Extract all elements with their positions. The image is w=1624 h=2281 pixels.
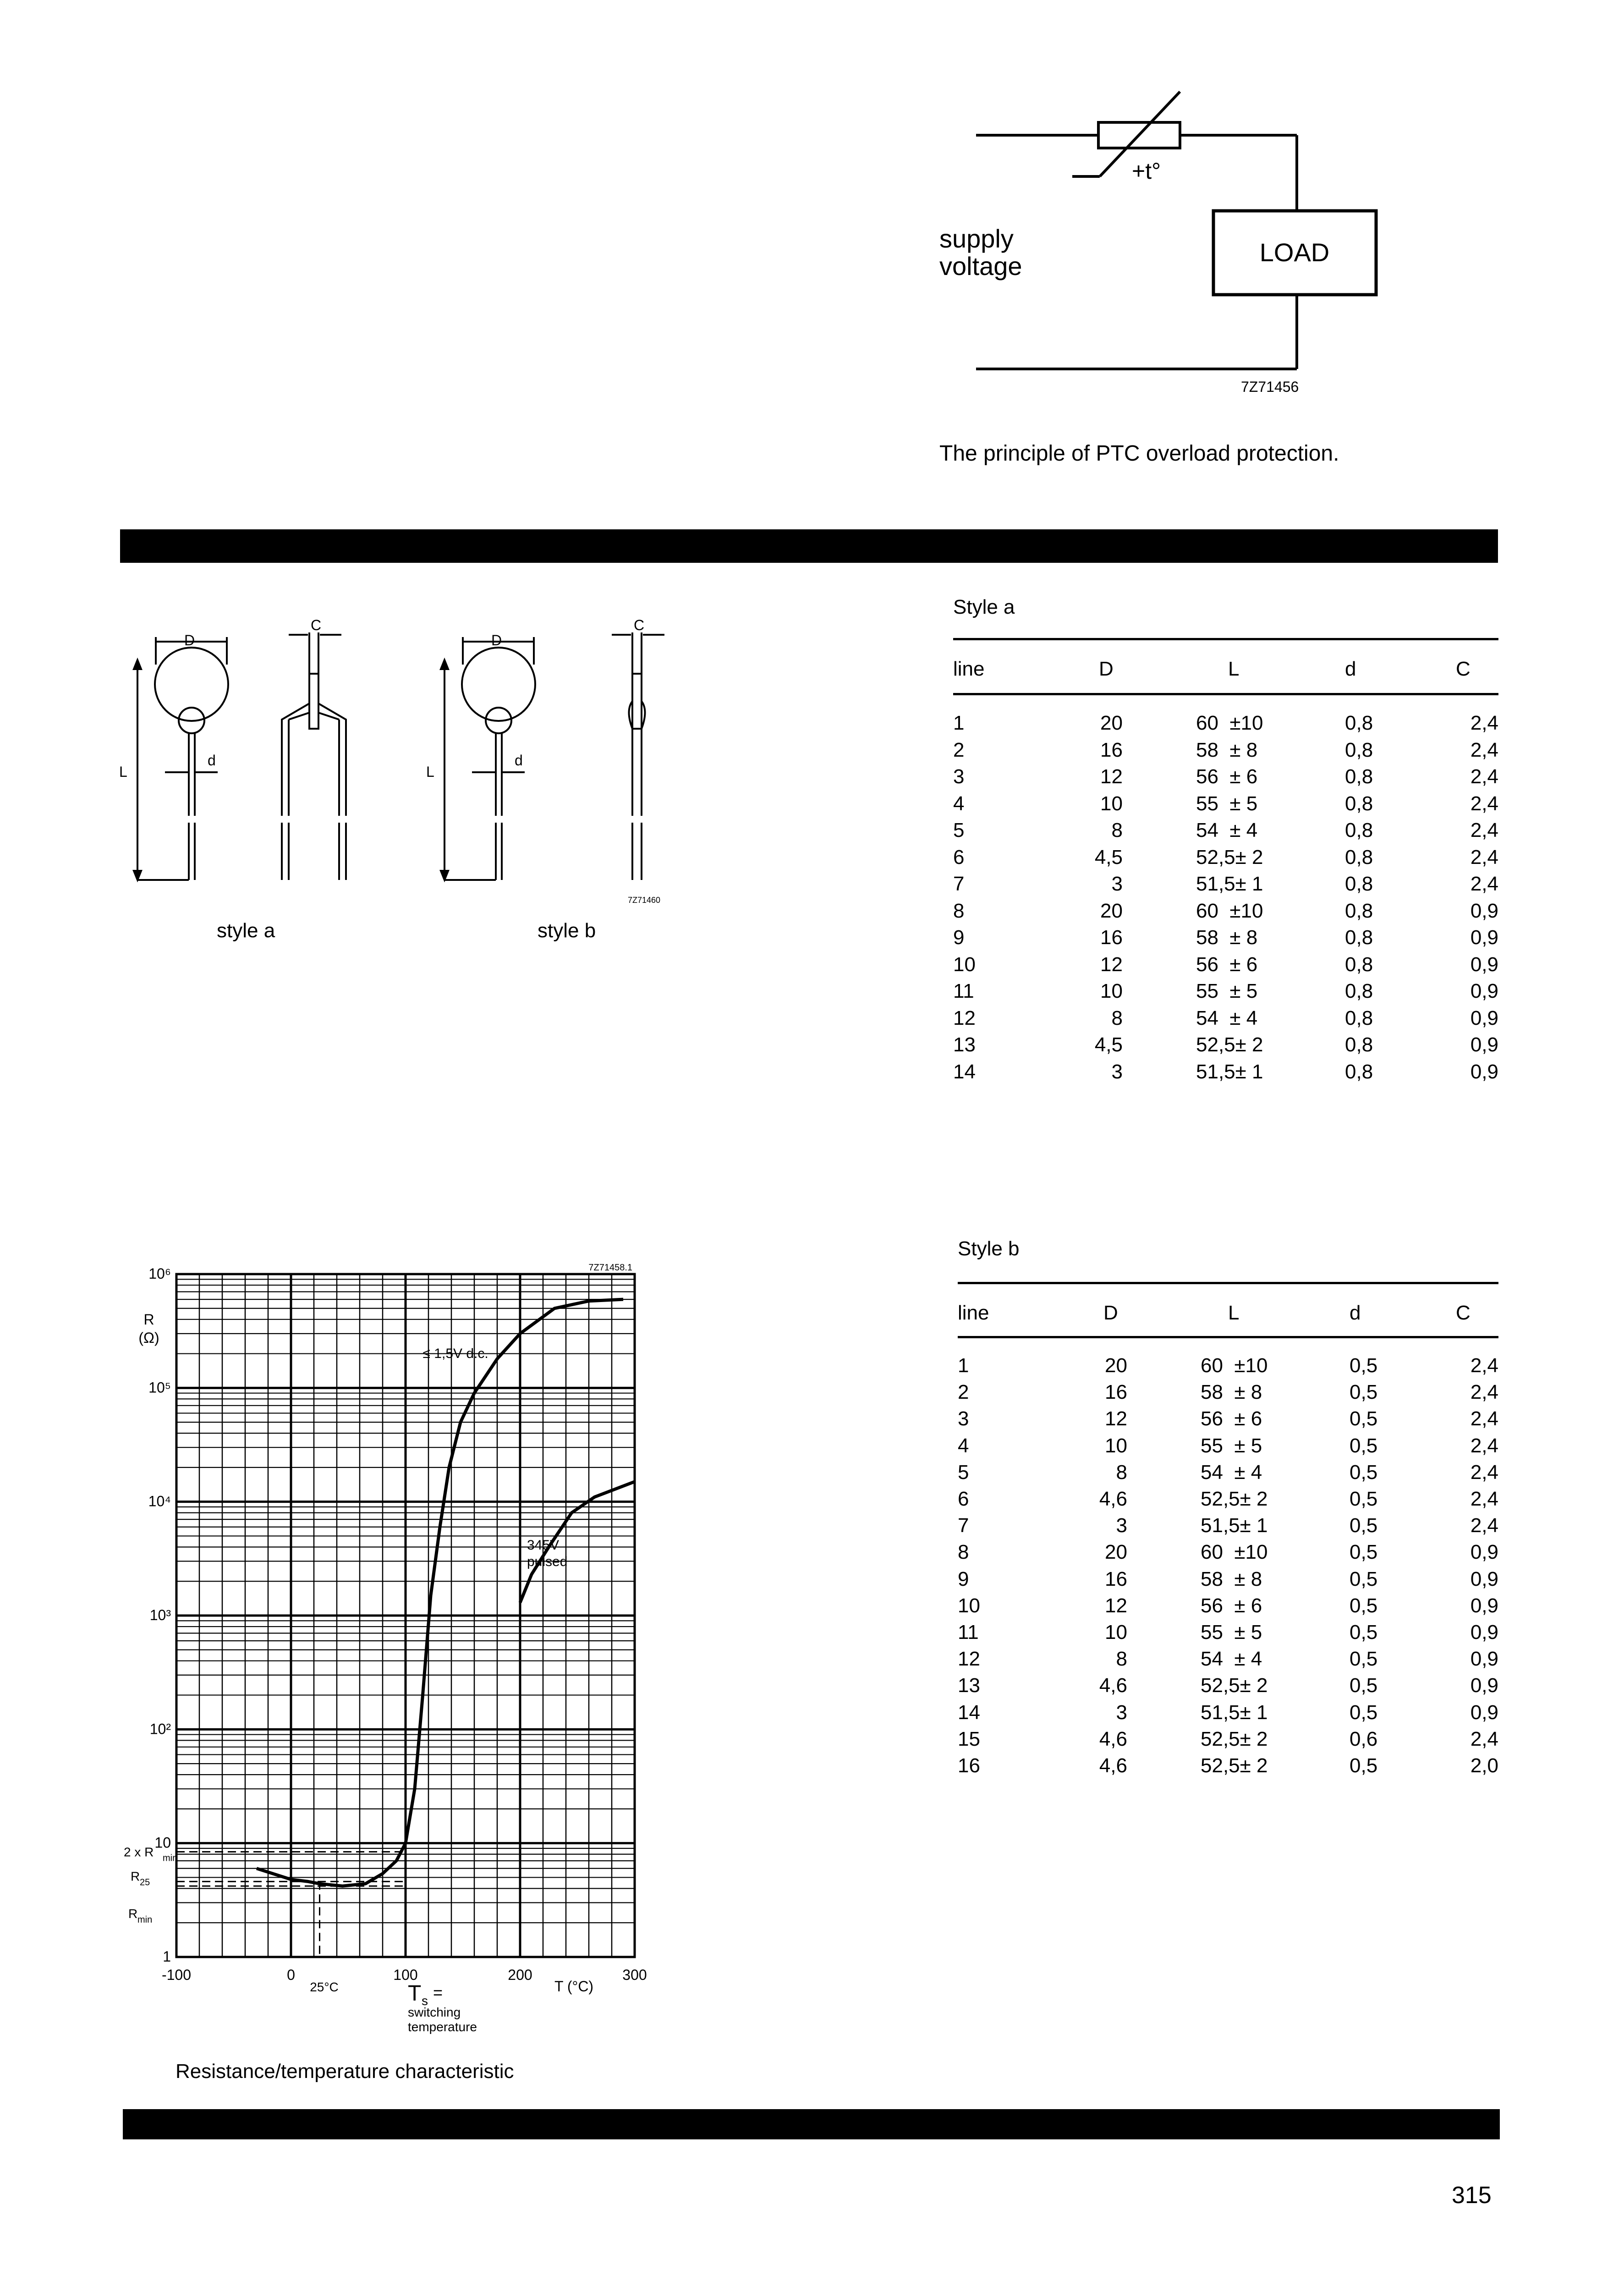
voltage-label: voltage: [939, 252, 1022, 280]
table-cell: 52,5± 2: [1201, 1488, 1268, 1510]
table-row: [953, 739, 1498, 766]
table-cell: 10: [1100, 792, 1123, 815]
table-cell: 7: [958, 1514, 969, 1537]
table-cell: 55 ± 5: [1196, 792, 1258, 815]
table-cell: 16: [958, 1754, 980, 1777]
y-tick-label: 10²: [149, 1720, 171, 1737]
label-d-a: d: [208, 752, 216, 769]
table-cell: 12: [1100, 953, 1123, 976]
table-cell: 5: [958, 1461, 969, 1484]
table-row: [958, 1541, 1498, 1567]
table-row: [953, 980, 1498, 1007]
table-cell: 0,9: [1470, 1701, 1498, 1724]
table-row: [953, 1007, 1498, 1034]
label-C-b: C: [634, 617, 645, 633]
table-cell: 4: [953, 792, 965, 815]
style-b-table-body: [958, 1354, 1498, 1794]
table-cell: 2: [953, 738, 965, 761]
style-b-header-row: [958, 1302, 1498, 1329]
chart-code: 7Z71458.1: [588, 1263, 632, 1273]
x-tick-label: 300: [622, 1967, 647, 1983]
table-row: [953, 1033, 1498, 1061]
table-cell: 0,8: [1345, 926, 1373, 949]
table-cell: 51,5± 1: [1196, 873, 1263, 895]
table-row: [958, 1514, 1498, 1541]
table-cell: 0,5: [1350, 1407, 1378, 1430]
table-cell: 12: [1100, 765, 1123, 788]
table-cell: 8: [958, 1541, 969, 1564]
table-cell: 12: [1105, 1407, 1127, 1430]
table-cell: 12: [1105, 1594, 1127, 1617]
table-row: [958, 1701, 1498, 1728]
table-cell: 0,6: [1350, 1727, 1378, 1750]
table-cell: 3: [1111, 1060, 1123, 1083]
style-b-rule-header: [958, 1336, 1498, 1338]
x-tick-label: 100: [393, 1967, 418, 1983]
table-cell: 60 ±10: [1201, 1541, 1268, 1564]
table-cell: 2,4: [1470, 873, 1498, 895]
table-cell: 4,5: [1094, 1033, 1123, 1056]
table-cell: 0,9: [1470, 980, 1498, 1002]
table-cell: 52,5± 2: [1201, 1727, 1268, 1750]
table-cell: 12: [953, 1006, 976, 1029]
table-cell: 0,9: [1470, 1060, 1498, 1083]
table-cell: 0,5: [1350, 1594, 1378, 1617]
table-cell: 3: [953, 765, 965, 788]
label-C-a: C: [311, 617, 322, 633]
label-L-a: L: [119, 764, 127, 780]
outline-code: 7Z71460: [628, 896, 661, 905]
table-cell: 0,8: [1345, 899, 1373, 922]
table-row: [958, 1621, 1498, 1648]
style-b-table-title: Style b: [958, 1237, 1020, 1260]
circuit-caption: The principle of PTC overload protection.: [939, 441, 1339, 466]
table-cell: 4,5: [1094, 846, 1123, 868]
outline-drawings: [110, 614, 687, 953]
header-d: d: [1345, 658, 1356, 680]
table-row: [953, 953, 1498, 980]
table-cell: 0,9: [1470, 953, 1498, 976]
label-2rmin-sub: min: [163, 1853, 178, 1863]
table-cell: 0,5: [1350, 1648, 1378, 1671]
table-cell: 20: [1105, 1541, 1127, 1564]
table-cell: 0,8: [1345, 765, 1373, 788]
table-cell: 0,5: [1350, 1701, 1378, 1724]
table-cell: 0,9: [1470, 1567, 1498, 1590]
label-r25-sub: 25: [140, 1877, 150, 1888]
table-row: [958, 1488, 1498, 1514]
table-cell: 14: [958, 1701, 980, 1724]
curve1-label: ≤ 1,5V d.c.: [422, 1346, 488, 1362]
table-cell: 11: [958, 1621, 979, 1643]
label-25c: 25°C: [310, 1980, 339, 1994]
y-tick-label: 10³: [149, 1607, 171, 1623]
table-cell: 2,4: [1470, 846, 1498, 868]
label-ts-sub: s: [422, 1994, 428, 2008]
table-cell: 4,6: [1099, 1488, 1127, 1510]
table-cell: 16: [1105, 1381, 1127, 1404]
table-cell: 13: [958, 1674, 980, 1697]
table-cell: 16: [1100, 926, 1123, 949]
table-cell: 0,5: [1350, 1461, 1378, 1484]
header-d: d: [1350, 1302, 1361, 1324]
temp-label: +t°: [1132, 158, 1161, 184]
table-cell: 58 ± 8: [1201, 1567, 1262, 1590]
table-cell: 2,4: [1470, 1488, 1498, 1510]
table-cell: 7: [953, 873, 965, 895]
style-a-rule-header: [953, 693, 1498, 695]
table-cell: 8: [1116, 1648, 1127, 1671]
table-cell: 0,9: [1470, 1006, 1498, 1029]
table-row: [958, 1461, 1498, 1488]
x-tick-label: 200: [508, 1967, 532, 1983]
table-cell: 9: [953, 926, 965, 949]
ptc-circuit-diagram: [939, 87, 1421, 399]
table-row: [953, 900, 1498, 927]
table-cell: 2,4: [1470, 1461, 1498, 1484]
table-cell: 0,5: [1350, 1381, 1378, 1404]
table-cell: 10: [1105, 1434, 1127, 1457]
table-cell: 3: [1111, 873, 1123, 895]
style-b-rule-top: [958, 1282, 1498, 1284]
table-cell: 0,5: [1350, 1754, 1378, 1777]
y-tick-label: 10⁶: [148, 1265, 171, 1282]
table-row: [958, 1568, 1498, 1594]
label-L-b: L: [426, 764, 434, 780]
table-cell: 20: [1100, 899, 1123, 922]
table-cell: 2,4: [1470, 1381, 1498, 1404]
label-D-b: D: [491, 632, 502, 649]
table-row: [958, 1381, 1498, 1407]
top-divider-bar: [120, 529, 1498, 563]
table-cell: 0,9: [1470, 1674, 1498, 1697]
y-tick-label: 10⁴: [148, 1493, 171, 1510]
table-cell: 58 ± 8: [1196, 738, 1258, 761]
x-tick-label: -100: [161, 1967, 192, 1983]
bottom-divider-bar: [123, 2109, 1500, 2139]
y-tick-label: 10⁵: [148, 1379, 171, 1396]
table-cell: 20: [1100, 712, 1123, 734]
table-cell: 13: [953, 1033, 976, 1056]
table-cell: 52,5± 2: [1196, 1033, 1263, 1056]
table-cell: 0,8: [1345, 1006, 1373, 1029]
style-a-header-row: [953, 658, 1498, 685]
x-unit-label: T (°C): [554, 1978, 594, 1995]
table-cell: 54 ± 4: [1201, 1461, 1262, 1484]
label-d-b: d: [515, 752, 523, 769]
table-cell: 52,5± 2: [1201, 1754, 1268, 1777]
table-row: [953, 712, 1498, 739]
table-cell: 51,5± 1: [1201, 1514, 1268, 1537]
table-row: [953, 1061, 1498, 1088]
y-unit-label-ohm: (Ω): [138, 1330, 159, 1346]
table-cell: 2,4: [1470, 1434, 1498, 1457]
table-cell: 2,4: [1470, 1727, 1498, 1750]
table-cell: 6: [953, 846, 965, 868]
table-cell: 0,9: [1470, 1594, 1498, 1617]
table-cell: 3: [1116, 1514, 1127, 1537]
y-unit-label: R: [143, 1311, 154, 1328]
curve2-label: 345V: [527, 1538, 560, 1553]
table-cell: 16: [1100, 738, 1123, 761]
curve2-label-2: pulsed: [527, 1554, 568, 1570]
table-cell: 8: [953, 899, 965, 922]
table-cell: 56 ± 6: [1196, 765, 1258, 788]
circuit-code: 7Z71456: [1241, 379, 1299, 395]
table-cell: 4: [958, 1434, 969, 1457]
table-row: [953, 846, 1498, 873]
table-cell: 10: [958, 1594, 980, 1617]
header-L: L: [1228, 658, 1240, 680]
table-cell: 2: [958, 1381, 969, 1404]
table-cell: 10: [953, 953, 976, 976]
table-cell: 56 ± 6: [1201, 1407, 1262, 1430]
table-cell: 55 ± 5: [1201, 1621, 1262, 1643]
table-cell: 0,9: [1470, 1541, 1498, 1564]
table-cell: 2,0: [1470, 1754, 1498, 1777]
label-2rmin: 2 x R: [124, 1845, 154, 1859]
style-a-table-body: [953, 712, 1498, 1092]
table-cell: 0,8: [1345, 738, 1373, 761]
label-ts: T: [408, 1981, 422, 2006]
table-row: [958, 1594, 1498, 1621]
table-cell: 2,4: [1470, 765, 1498, 788]
table-row: [953, 926, 1498, 953]
table-cell: 0,8: [1345, 846, 1373, 868]
table-cell: 15: [958, 1727, 980, 1750]
table-cell: 9: [958, 1567, 969, 1590]
table-cell: 0,8: [1345, 873, 1373, 895]
header-D: D: [1099, 658, 1114, 680]
y-tick-label: 10: [154, 1834, 171, 1851]
table-row: [953, 765, 1498, 792]
table-cell: 52,5± 2: [1196, 846, 1263, 868]
table-cell: 1: [953, 712, 965, 734]
table-cell: 2,4: [1470, 819, 1498, 841]
table-cell: 16: [1105, 1567, 1127, 1590]
table-cell: 58 ± 8: [1196, 926, 1258, 949]
table-cell: 2,4: [1470, 1514, 1498, 1537]
table-cell: 0,8: [1345, 1033, 1373, 1056]
table-row: [958, 1435, 1498, 1461]
table-cell: 55 ± 5: [1196, 980, 1258, 1002]
table-cell: 56 ± 6: [1196, 953, 1258, 976]
table-cell: 4,6: [1099, 1727, 1127, 1750]
table-cell: 60 ±10: [1196, 712, 1263, 734]
table-cell: 0,8: [1345, 1060, 1373, 1083]
table-cell: 3: [958, 1407, 969, 1430]
page-number: 315: [1452, 2182, 1492, 2209]
table-cell: 11: [953, 980, 974, 1002]
table-cell: 58 ± 8: [1201, 1381, 1262, 1404]
table-cell: 8: [1116, 1461, 1127, 1484]
style-a-label: style a: [217, 919, 275, 942]
table-cell: 0,5: [1350, 1621, 1378, 1643]
table-cell: 0,5: [1350, 1674, 1378, 1697]
table-cell: 0,9: [1470, 1648, 1498, 1671]
table-cell: 8: [1111, 1006, 1123, 1029]
table-cell: 0,8: [1345, 712, 1373, 734]
table-cell: 2,4: [1470, 1354, 1498, 1377]
table-cell: 0,8: [1345, 819, 1373, 841]
table-cell: 51,5± 1: [1201, 1701, 1268, 1724]
supply-label: supply: [939, 224, 1014, 253]
style-a-rule-top: [953, 638, 1498, 640]
table-cell: 4,6: [1099, 1754, 1127, 1777]
header-D: D: [1103, 1302, 1118, 1324]
header-C: C: [1456, 1302, 1470, 1324]
table-cell: 14: [953, 1060, 976, 1083]
table-row: [953, 873, 1498, 900]
table-cell: 2,4: [1470, 1407, 1498, 1430]
table-cell: 0,9: [1470, 899, 1498, 922]
table-row: [958, 1728, 1498, 1754]
table-cell: 0,8: [1345, 953, 1373, 976]
table-cell: 60 ±10: [1201, 1354, 1268, 1377]
table-cell: 10: [1105, 1621, 1127, 1643]
table-row: [953, 819, 1498, 846]
table-cell: 20: [1105, 1354, 1127, 1377]
table-cell: 5: [953, 819, 965, 841]
label-r25: R: [131, 1869, 140, 1884]
table-cell: 51,5± 1: [1196, 1060, 1263, 1083]
table-row: [953, 792, 1498, 819]
table-row: [958, 1674, 1498, 1701]
table-cell: 56 ± 6: [1201, 1594, 1262, 1617]
label-temperature: temperature: [408, 2020, 477, 2034]
table-cell: 0,5: [1350, 1514, 1378, 1537]
table-cell: 12: [958, 1648, 980, 1671]
header-L: L: [1228, 1302, 1240, 1324]
table-cell: 54 ± 4: [1196, 1006, 1258, 1029]
table-row: [958, 1407, 1498, 1434]
table-cell: 2,4: [1470, 712, 1498, 734]
table-cell: 8: [1111, 819, 1123, 841]
table-cell: 3: [1116, 1701, 1127, 1724]
table-cell: 10: [1100, 980, 1123, 1002]
y-tick-label: 1: [163, 1948, 171, 1965]
table-cell: 54 ± 4: [1196, 819, 1258, 841]
label-D-a: D: [184, 632, 195, 649]
table-cell: 0,5: [1350, 1354, 1378, 1377]
label-rmin: R: [128, 1907, 138, 1921]
table-cell: 52,5± 2: [1201, 1674, 1268, 1697]
x-tick-label: 0: [287, 1967, 295, 1983]
label-switching: switching: [408, 2005, 461, 2019]
style-a-table-title: Style a: [953, 596, 1015, 618]
table-cell: 0,9: [1470, 926, 1498, 949]
label-rmin-sub: min: [137, 1915, 153, 1925]
table-cell: 60 ±10: [1196, 899, 1263, 922]
table-row: [958, 1648, 1498, 1674]
table-cell: 4,6: [1099, 1674, 1127, 1697]
table-cell: 0,8: [1345, 980, 1373, 1002]
table-cell: 0,8: [1345, 792, 1373, 815]
table-cell: 0,9: [1470, 1621, 1498, 1643]
header-line: line: [953, 658, 985, 680]
style-b-label: style b: [538, 919, 596, 942]
header-line: line: [958, 1302, 989, 1324]
table-row: [958, 1354, 1498, 1381]
load-label: LOAD: [1259, 238, 1330, 267]
table-row: [958, 1754, 1498, 1781]
table-cell: 1: [958, 1354, 969, 1377]
resistance-temperature-chart: [110, 1256, 678, 2044]
table-cell: 0,5: [1350, 1488, 1378, 1510]
table-cell: 54 ± 4: [1201, 1648, 1262, 1671]
chart-caption: Resistance/temperature characteristic: [176, 2060, 514, 2083]
table-cell: 0,9: [1470, 1033, 1498, 1056]
table-cell: 0,5: [1350, 1434, 1378, 1457]
table-cell: 2,4: [1470, 792, 1498, 815]
table-cell: 55 ± 5: [1201, 1434, 1262, 1457]
label-ts-eq: =: [433, 1983, 443, 2002]
table-cell: 2,4: [1470, 738, 1498, 761]
header-C: C: [1456, 658, 1470, 680]
table-cell: 0,5: [1350, 1567, 1378, 1590]
table-cell: 0,5: [1350, 1541, 1378, 1564]
table-cell: 6: [958, 1488, 969, 1510]
